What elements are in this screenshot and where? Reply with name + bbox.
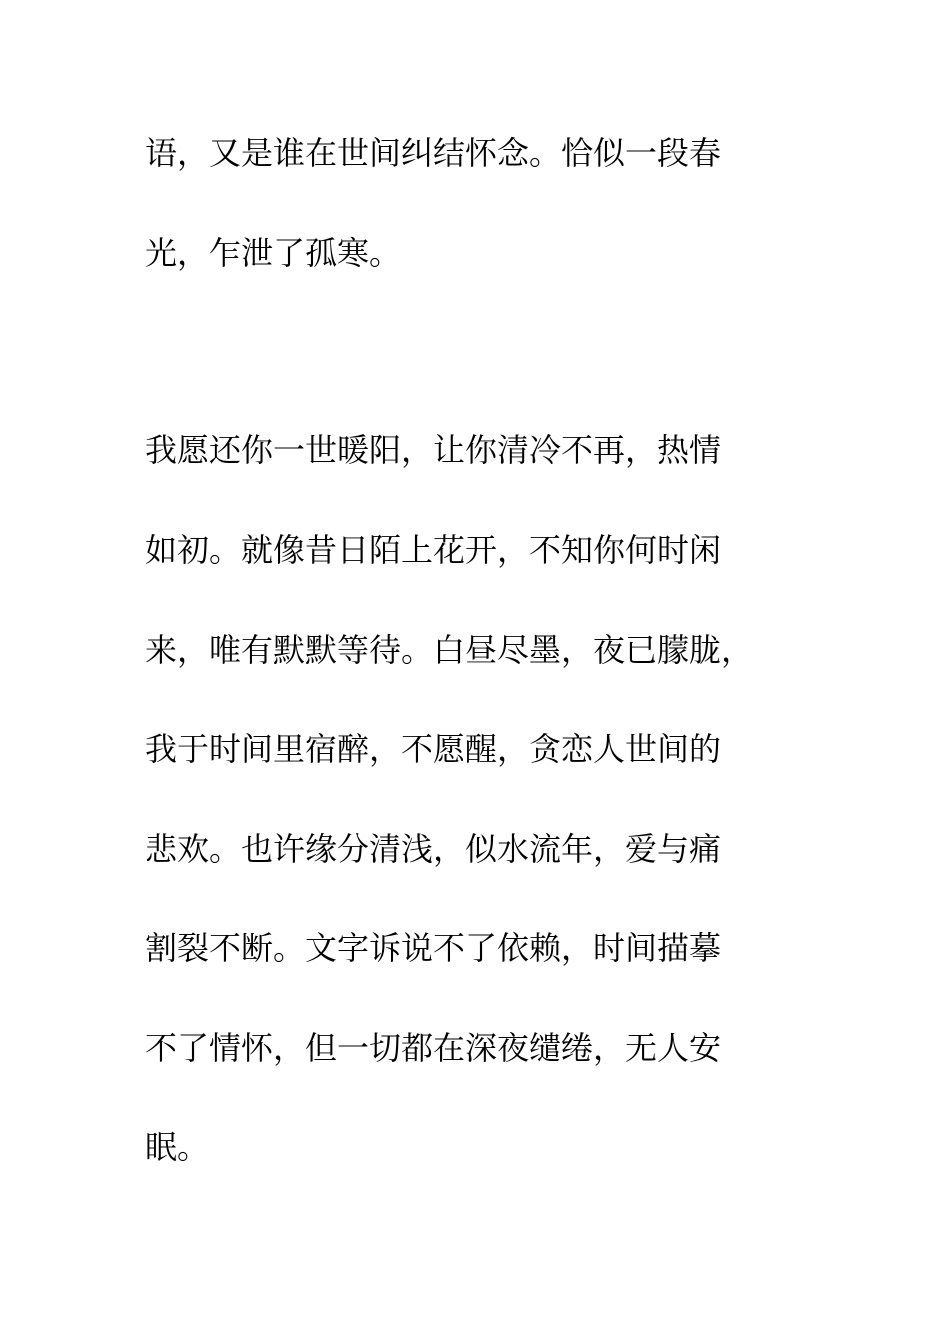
text-line: 如初。就像昔日陌上花开，不知你何时闲 xyxy=(145,531,722,569)
text-line: 眠。 xyxy=(145,1128,210,1166)
text-line: 不了情怀，但一切都在深夜缱绻，无人安 xyxy=(145,1029,722,1067)
text-line: 我于时间里宿醉，不愿醒，贪恋人世间的 xyxy=(145,730,722,768)
text-line: 光，乍泄了孤寒。 xyxy=(145,234,402,272)
text-line: 语，又是谁在世间纠结怀念。恰似一段春 xyxy=(145,134,722,172)
text-line: 来，唯有默默等待。白昼尽墨，夜已朦胧， xyxy=(145,631,754,669)
text-line: 悲欢。也许缘分清浅，似水流年，爱与痛 xyxy=(145,830,722,868)
text-line: 割裂不断。文字诉说不了依赖，时间描摹 xyxy=(145,929,722,967)
text-line: 我愿还你一世暖阳，让你清冷不再，热情 xyxy=(145,431,722,469)
